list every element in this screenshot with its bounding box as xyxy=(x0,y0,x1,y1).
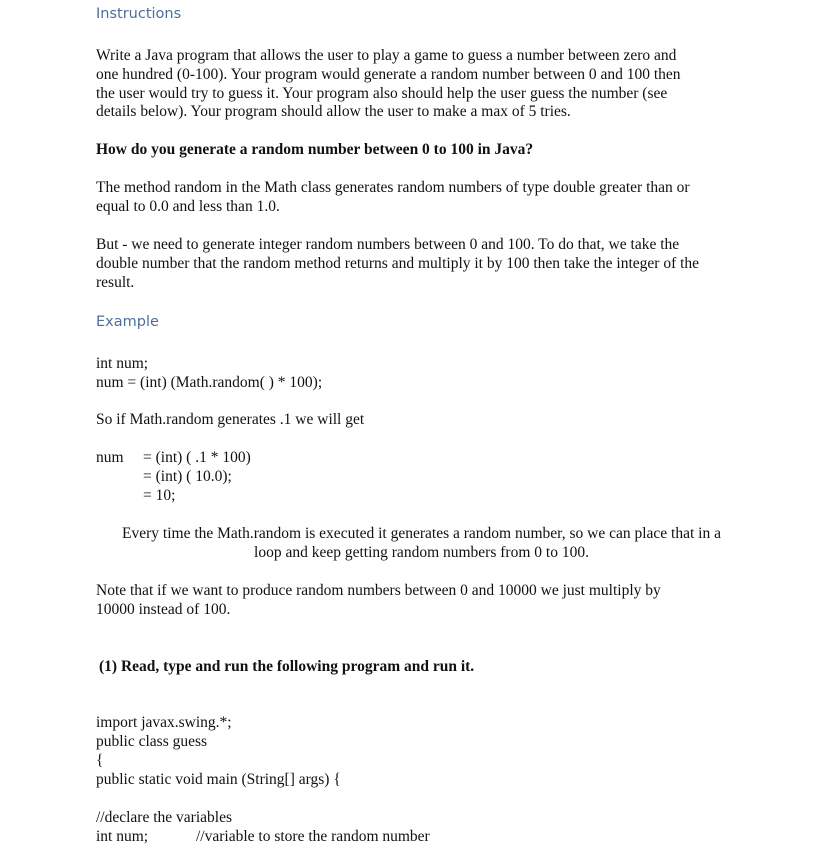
program-line-7-code: int num; xyxy=(96,828,149,845)
calc-step-2: = (int) ( 10.0); xyxy=(143,468,232,485)
intro-line-4: details below). Your program should allow the user to make a max of 5 tries. xyxy=(96,103,571,120)
so-if-line: So if Math.random generates .1 we will get xyxy=(96,411,365,428)
but-line-2: double number that the random method returns and multiply it by 100 then take the integer of the xyxy=(96,255,700,272)
intro-line-3: the user would try to guess it. Your program also should help the user guess the number (see xyxy=(96,85,668,102)
method-line-1: The method random in the Math class generates random numbers of type double greater than or xyxy=(96,179,690,196)
note-line-1: Note that if we want to produce random numbers between 0 and 10000 we just multiply by xyxy=(96,582,661,599)
program-line-4: public static void main (String[] args) { xyxy=(96,771,341,788)
method-line-2: equal to 0.0 and less than 1.0. xyxy=(96,198,280,215)
intro-line-2: one hundred (0-100). Your program would generate a random number between 0 and 100 then xyxy=(96,66,681,83)
but-line-1: But - we need to generate integer random numbers between 0 and 100. To do that, we take the xyxy=(96,236,680,253)
calc-step-3: = 10; xyxy=(143,487,176,504)
program-line-1: import javax.swing.*; xyxy=(96,714,232,731)
program-line-2: public class guess xyxy=(96,733,208,750)
program-line-3: { xyxy=(96,752,104,769)
step1-heading: (1) Read, type and run the following program and run it. xyxy=(99,658,475,675)
every-time-line-2: loop and keep getting random numbers from 0 to 100. xyxy=(254,544,589,561)
intro-line-1: Write a Java program that allows the user to play a game to guess a number between zero and xyxy=(96,47,677,64)
example-heading: Example xyxy=(96,314,159,330)
program-line-7-comment: //variable to store the random number xyxy=(196,828,430,845)
example-code-line-2: num = (int) (Math.random( ) * 100); xyxy=(96,374,323,391)
note-line-2: 10000 instead of 100. xyxy=(96,601,231,618)
program-line-6: //declare the variables xyxy=(96,809,232,826)
every-time-line-1: Every time the Math.random is executed it generates a random number, so we can place that in a xyxy=(122,525,721,542)
but-line-3: result. xyxy=(96,274,135,291)
question-heading: How do you generate a random number between 0 to 100 in Java? xyxy=(96,141,534,158)
calc-label: num xyxy=(96,449,124,466)
calc-step-1: = (int) ( .1 * 100) xyxy=(143,449,251,466)
example-code-line-1: int num; xyxy=(96,355,149,372)
instructions-heading: Instructions xyxy=(96,6,182,22)
